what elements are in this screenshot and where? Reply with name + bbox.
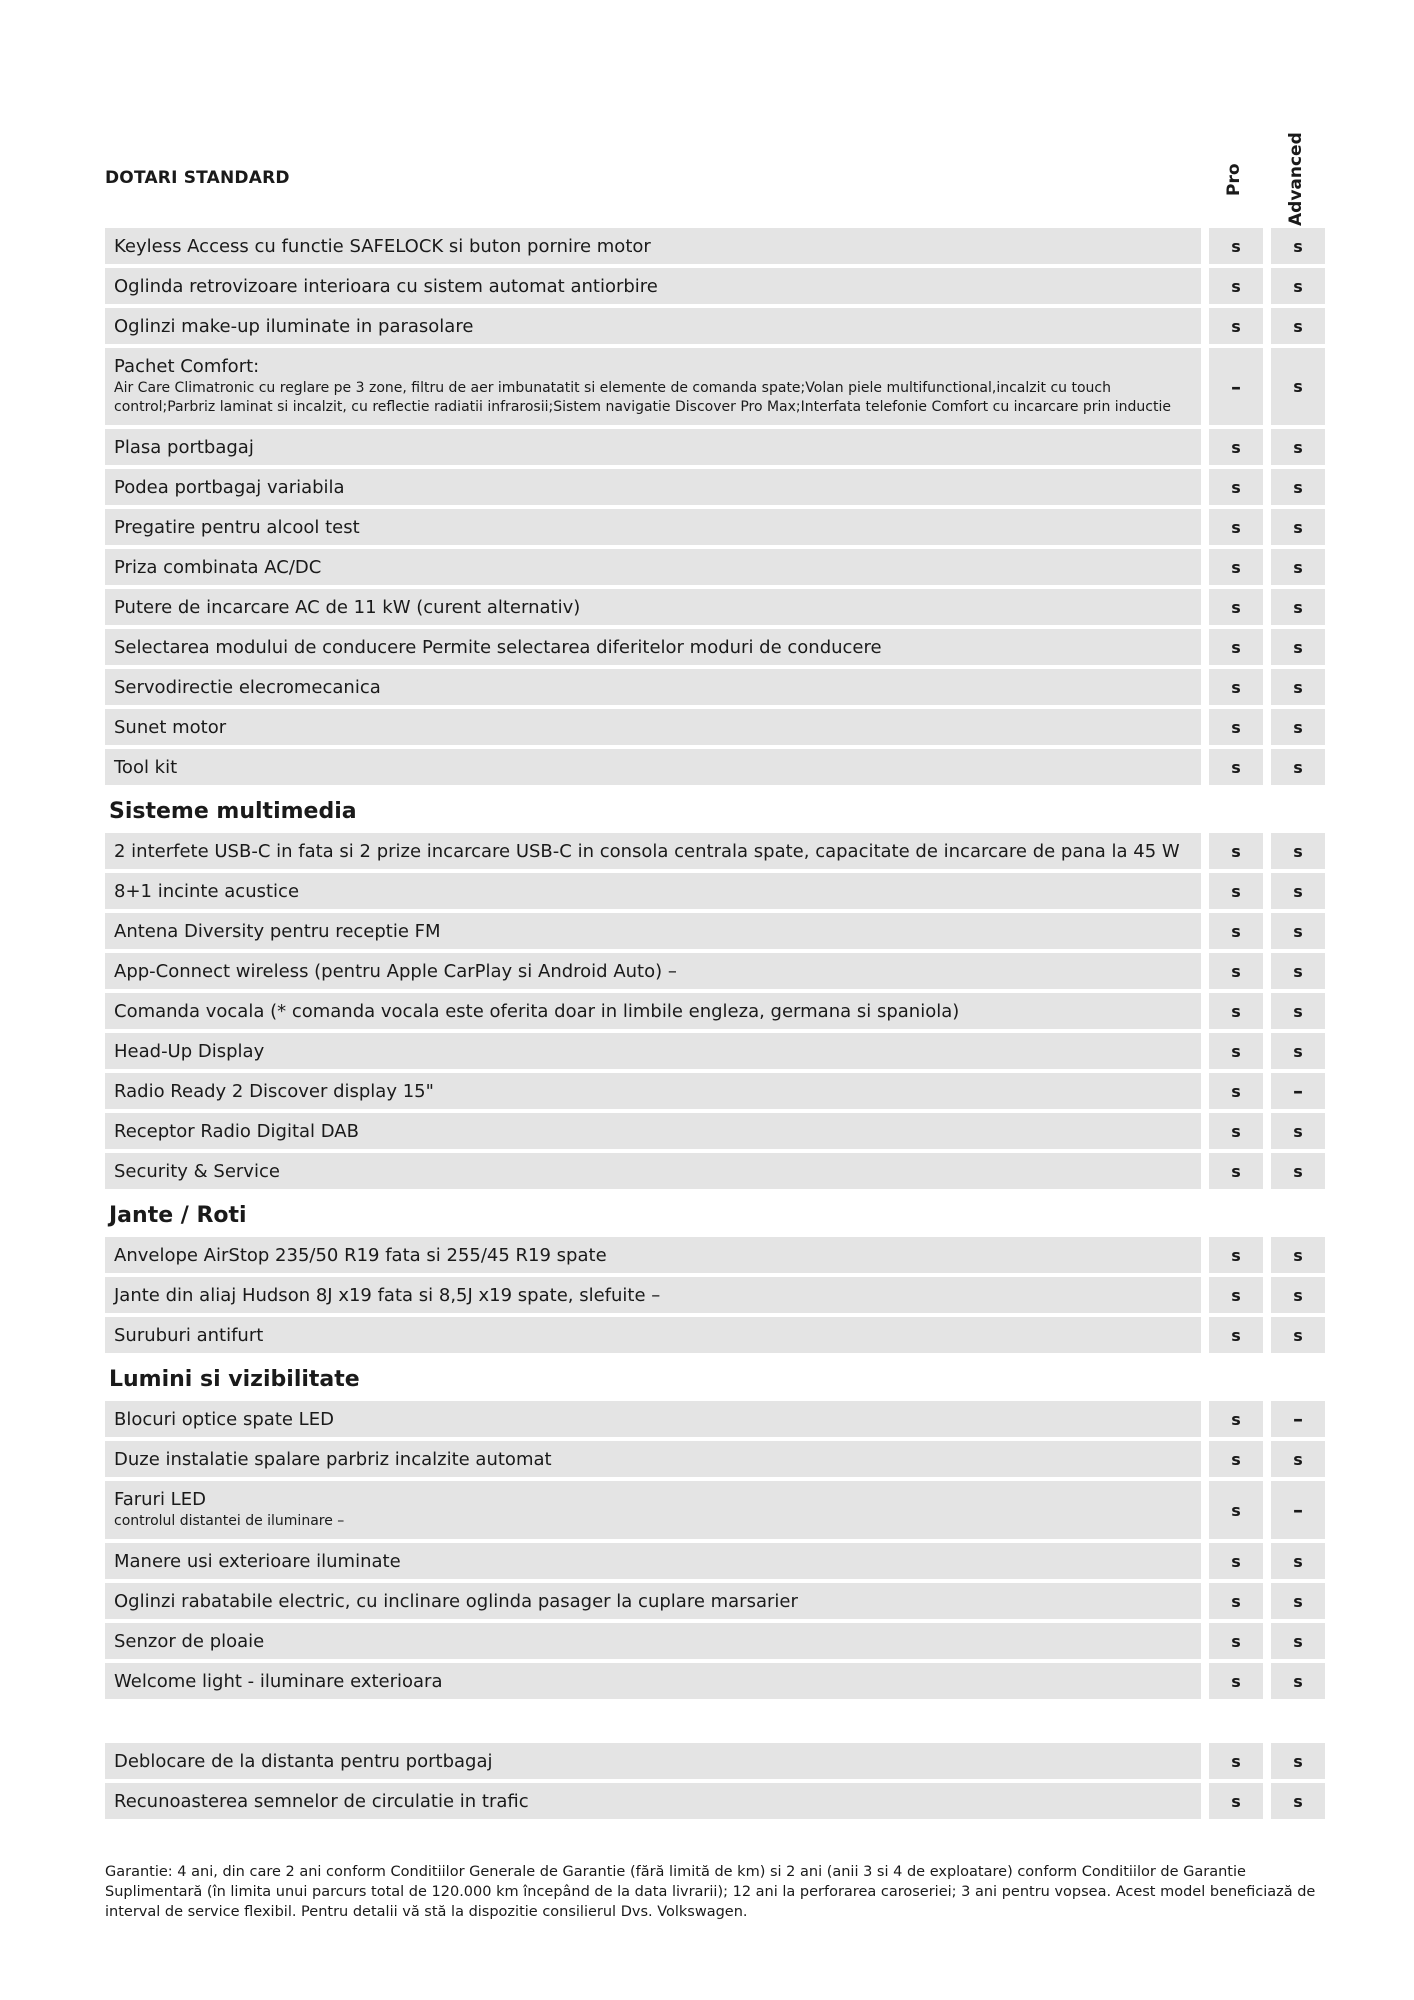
page-title: DOTARI STANDARD [105,168,290,188]
warranty-footnote: Garantie: 4 ani, din care 2 ani conform Conditiilor Generale de Garantie (fără limită de km) si 2 ani (anii 3 si 4 de exploatare) conform Conditiilor de Garantie Suplimentară (în limita unui parcurs total de 120.000 km începând de la data livrarii); 12 ani la perforarea caroseriei; 3 ani pentru vopsea. Acest model beneficiază de interval de service flexibil. Pentru detalii vă stă la dispozitie consilierul Dvs. Volkswagen. [105,1864,1316,1920]
feature-description [105,509,1201,545]
feature-label: Senzor de ploaie [114,1630,265,1652]
table-row [105,1783,1325,1819]
value-advanced: s [1271,669,1325,705]
section-title: Jante / Roti [109,1202,247,1228]
feature-description [105,749,1201,785]
table-row [105,993,1325,1029]
value-advanced: s [1271,833,1325,869]
feature-label: Suruburi antifurt [114,1324,264,1346]
section-spacer [105,1703,1325,1743]
table-row [105,1113,1325,1149]
value-advanced: s [1271,348,1325,425]
value-advanced: s [1271,589,1325,625]
value-pro: s [1209,1441,1263,1477]
value-advanced: s [1271,1441,1325,1477]
feature-label: Antena Diversity pentru receptie FM [114,920,441,942]
table-row [105,429,1325,465]
value-advanced: s [1271,993,1325,1029]
table-row [105,1543,1325,1579]
value-advanced: s [1271,1277,1325,1313]
section-title: Sisteme multimedia [109,798,357,824]
table-row [105,1237,1325,1273]
value-advanced: s [1271,1237,1325,1273]
feature-description [105,669,1201,705]
feature-description [105,589,1201,625]
value-pro: s [1209,509,1263,545]
value-advanced: s [1271,1317,1325,1353]
feature-description [105,1623,1201,1659]
table-row [105,1583,1325,1619]
feature-label: Priza combinata AC/DC [114,556,322,578]
feature-label: Blocuri optice spate LED [114,1408,334,1430]
feature-label: Selectarea modului de conducere Permite selectarea diferitelor moduri de conducere [114,636,882,658]
value-advanced: s [1271,1623,1325,1659]
value-advanced: s [1271,873,1325,909]
table-row [105,469,1325,505]
feature-description [105,469,1201,505]
table-row [105,709,1325,745]
value-pro: s [1209,589,1263,625]
table-row [105,1481,1325,1539]
feature-label: Oglinda retrovizoare interioara cu sistem automat antiorbire [114,275,658,297]
value-advanced: s [1271,509,1325,545]
value-advanced: s [1271,1583,1325,1619]
value-advanced: s [1271,268,1325,304]
table-row [105,549,1325,585]
feature-description [105,833,1201,869]
feature-description [105,953,1201,989]
table-row [105,1743,1325,1779]
value-advanced: s [1271,308,1325,344]
value-pro: s [1209,1543,1263,1579]
feature-label: Deblocare de la distanta pentru portbagaj [114,1750,493,1772]
value-pro: s [1209,1153,1263,1189]
feature-label: Jante din aliaj Hudson 8J x19 fata si 8,5J x19 spate, slefuite – [114,1284,661,1306]
value-pro: s [1209,953,1263,989]
value-advanced: s [1271,1783,1325,1819]
feature-label: Oglinzi make-up iluminate in parasolare [114,315,474,337]
feature-label: Security & Service [114,1160,280,1182]
value-advanced: – [1271,1401,1325,1437]
feature-description [105,1743,1201,1779]
value-pro: s [1209,228,1263,264]
value-pro: s [1209,1033,1263,1069]
table-row [105,1317,1325,1353]
value-advanced: s [1271,1743,1325,1779]
value-advanced: s [1271,1153,1325,1189]
feature-label: Keyless Access cu functie SAFELOCK si buton pornire motor [114,235,651,257]
value-pro: s [1209,1237,1263,1273]
feature-label: Comanda vocala (* comanda vocala este oferita doar in limbile engleza, germana si spaniola) [114,1000,960,1022]
value-advanced: s [1271,469,1325,505]
feature-description [105,1277,1201,1313]
value-pro: s [1209,1743,1263,1779]
feature-description [105,549,1201,585]
table-row [105,589,1325,625]
feature-description [105,1783,1201,1819]
feature-description [105,348,1201,425]
value-pro: s [1209,1783,1263,1819]
value-advanced: s [1271,709,1325,745]
table-row [105,228,1325,264]
feature-description [105,1543,1201,1579]
value-pro: s [1209,1663,1263,1699]
column-header-advanced: Advanced [1286,132,1306,226]
feature-description [105,1583,1201,1619]
table-row [105,509,1325,545]
feature-label: 2 interfete USB-C in fata si 2 prize incarcare USB-C in consola centrala spate, capacitate de incarcare de pana la 45 W [114,840,1180,862]
value-pro: s [1209,1317,1263,1353]
value-pro: s [1209,469,1263,505]
column-header-pro: Pro [1224,163,1244,196]
equipment-table [105,228,1325,1823]
value-pro: s [1209,873,1263,909]
value-pro: s [1209,749,1263,785]
value-pro: s [1209,709,1263,745]
feature-label: Podea portbagaj variabila [114,476,345,498]
value-pro: s [1209,549,1263,585]
feature-description [105,709,1201,745]
table-row [105,833,1325,869]
table-row [105,1401,1325,1437]
feature-description [105,1481,1201,1539]
feature-description [105,913,1201,949]
value-pro: s [1209,429,1263,465]
value-advanced: s [1271,1663,1325,1699]
value-pro: s [1209,1401,1263,1437]
feature-label: Anvelope AirStop 235/50 R19 fata si 255/45 R19 spate [114,1244,607,1266]
feature-label: Oglinzi rabatabile electric, cu inclinare oglinda pasager la cuplare marsarier [114,1590,798,1612]
value-pro: s [1209,669,1263,705]
value-advanced: s [1271,228,1325,264]
feature-description [105,308,1201,344]
table-row [105,629,1325,665]
feature-description [105,1113,1201,1149]
value-pro: s [1209,833,1263,869]
value-pro: s [1209,1481,1263,1539]
value-pro: s [1209,993,1263,1029]
table-row [105,953,1325,989]
table-row [105,1073,1325,1109]
value-advanced: s [1271,629,1325,665]
feature-description [105,629,1201,665]
feature-label: 8+1 incinte acustice [114,880,300,902]
feature-label: Head-Up Display [114,1040,265,1062]
feature-label: App-Connect wireless (pentru Apple CarPlay si Android Auto) – [114,960,677,982]
table-row [105,348,1325,425]
feature-description [105,1663,1201,1699]
value-advanced: s [1271,953,1325,989]
feature-description [105,1033,1201,1069]
value-pro: s [1209,629,1263,665]
value-pro: s [1209,913,1263,949]
value-pro: s [1209,1277,1263,1313]
value-advanced: – [1271,1481,1325,1539]
table-row [105,1153,1325,1189]
table-row [105,913,1325,949]
value-advanced: s [1271,1033,1325,1069]
value-pro: s [1209,1623,1263,1659]
value-pro: s [1209,1583,1263,1619]
feature-label: Recunoasterea semnelor de circulatie in trafic [114,1790,529,1812]
feature-description [105,1153,1201,1189]
feature-detail: controlul distantei de iluminare – [114,1513,345,1529]
feature-label: Faruri LED [114,1489,206,1510]
table-row [105,1277,1325,1313]
table-row [105,308,1325,344]
table-row [105,669,1325,705]
value-advanced: s [1271,549,1325,585]
feature-description [105,1317,1201,1353]
feature-description [105,1073,1201,1109]
feature-description [105,429,1201,465]
feature-description [105,1401,1201,1437]
feature-description [105,873,1201,909]
feature-label: Servodirectie elecromecanica [114,676,381,698]
section-title: Lumini si vizibilitate [109,1366,360,1392]
feature-label: Manere usi exterioare iluminate [114,1550,401,1572]
feature-label: Radio Ready 2 Discover display 15" [114,1080,434,1102]
feature-label: Pachet Comfort: [114,356,260,377]
table-row [105,268,1325,304]
feature-description [105,268,1201,304]
value-pro: – [1209,348,1263,425]
value-advanced: s [1271,1543,1325,1579]
feature-label: Receptor Radio Digital DAB [114,1120,359,1142]
table-row [105,873,1325,909]
value-pro: s [1209,1073,1263,1109]
value-pro: s [1209,1113,1263,1149]
feature-label: Putere de incarcare AC de 11 kW (curent alternativ) [114,596,581,618]
feature-description [105,228,1201,264]
feature-description [105,1441,1201,1477]
table-row [105,749,1325,785]
feature-label: Tool kit [114,756,178,778]
table-row [105,1663,1325,1699]
feature-label: Duze instalatie spalare parbriz incalzite automat [114,1448,552,1470]
feature-label: Welcome light - iluminare exterioara [114,1670,443,1692]
feature-label: Sunet motor [114,716,227,738]
table-row [105,1441,1325,1477]
feature-description [105,1237,1201,1273]
feature-label: Pregatire pentru alcool test [114,516,360,538]
value-advanced: s [1271,429,1325,465]
table-row [105,1033,1325,1069]
feature-label: Plasa portbagaj [114,436,254,458]
value-advanced: s [1271,749,1325,785]
table-row [105,1623,1325,1659]
value-pro: s [1209,268,1263,304]
value-advanced: s [1271,913,1325,949]
value-pro: s [1209,308,1263,344]
feature-description [105,993,1201,1029]
value-advanced: s [1271,1113,1325,1149]
value-advanced: – [1271,1073,1325,1109]
feature-detail: Air Care Climatronic cu reglare pe 3 zone, filtru de aer imbunatatit si elemente de comanda spate;Volan piele multifunctional,incalzit cu touch control;Parbriz laminat si incalzit, cu reflectie radiatii infrarosii;Sistem navigatie Discover Pro Max;Interfata telefonie Comfort cu incarcare prin inductie [114,380,1171,415]
